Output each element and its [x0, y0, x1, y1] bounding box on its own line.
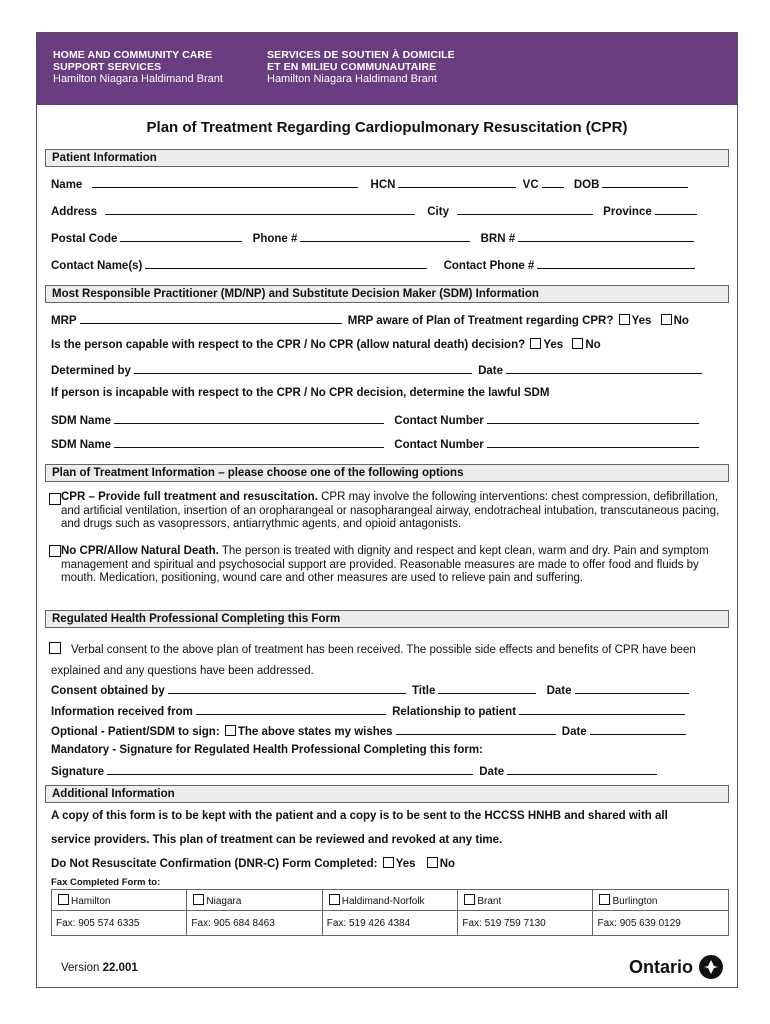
label-phone: Phone # [252, 233, 298, 245]
capable-no-checkbox[interactable] [572, 338, 583, 349]
no-cpr-option-checkbox[interactable] [49, 545, 61, 557]
mrp-aware-yes-checkbox[interactable] [619, 314, 630, 325]
label-above-states: The above states my wishes [237, 726, 393, 738]
header-french [267, 49, 455, 85]
label-address: Address [51, 206, 98, 218]
province-field[interactable] [655, 204, 697, 215]
additional-line1: A copy of this form is to be kept with the patient and a copy is to be sent to the HCCSS HNHB and shared with all [51, 810, 668, 822]
label-mrp-aware: MRP aware of Plan of Treatment regarding CPR? [347, 315, 614, 327]
fax-hamilton-name: Hamilton [71, 895, 111, 907]
no-cpr-option-title: No CPR/Allow Natural Death. [61, 545, 219, 557]
label-hcn: HCN [370, 179, 396, 191]
section-mrp-sdm: Most Responsible Practitioner (MD/NP) and Substitute Decision Maker (SDM) Information [45, 285, 729, 303]
label-signature: Signature [51, 766, 105, 778]
label-mrp: MRP [51, 315, 77, 327]
label-mandatory: Mandatory - Signature for Regulated Health Professional Completing this form: [51, 744, 483, 756]
verbal-consent-text: Verbal consent to the above plan of treatment has been received. The possible side effects and benefits of CPR have been explained and any questions have been addressed. [51, 644, 696, 677]
name-field[interactable] [92, 177, 358, 188]
fax-office-hamilton [52, 890, 187, 911]
hcn-field[interactable] [398, 177, 516, 188]
determined-date-field[interactable] [506, 363, 702, 374]
header-fr-line2: ET EN MILIEU COMMUNAUTAIRE [267, 61, 437, 73]
row-address [51, 204, 727, 218]
no-cpr-option-desc: The person is treated with dignity and respect and kept clean, warm and dry. Pain and symptom management and spiritual and psychosocial support are provided. Reasonable measures are made to offer food and fluids by mouth. Medication, positioning, wound care and other measures are used to relieve pain and suffering. [61, 545, 709, 584]
cpr-form-page [36, 32, 738, 988]
label-determined-by: Determined by [51, 365, 131, 377]
optional-date-field[interactable] [590, 724, 686, 735]
row-mrp [51, 313, 727, 327]
header-banner [37, 33, 737, 105]
fax-office-niagara [187, 890, 322, 911]
label-capable-yes: Yes [543, 339, 564, 351]
row-signature [51, 764, 727, 778]
label-incapable: If person is incapable with respect to the CPR / No CPR decision, determine the lawful SDM [51, 387, 550, 399]
version-number: 22.001 [102, 962, 138, 974]
row-dnr [51, 857, 727, 870]
row-consent-by [51, 683, 727, 697]
header-fr-line3: Hamilton Niagara Haldimand Brant [267, 73, 437, 85]
row-sdm1 [51, 413, 727, 427]
fax-number-burlington: Fax: 905 639 0129 [593, 911, 729, 936]
consent-by-field[interactable] [168, 683, 406, 694]
label-capable-no: No [585, 339, 601, 351]
wishes-field[interactable] [396, 724, 556, 735]
fax-label: Fax Completed Form to: [51, 877, 161, 888]
contact-phone-field[interactable] [537, 258, 695, 269]
no-cpr-option-text [61, 545, 727, 586]
fax-number-haldimand: Fax: 519 426 4384 [322, 911, 458, 936]
row-incapable [51, 387, 727, 399]
fax-office-row [52, 890, 729, 911]
fax-office-brant [458, 890, 593, 911]
cpr-option-text [61, 491, 727, 532]
label-mrp-aware-no: No [673, 315, 689, 327]
label-province: Province [603, 206, 652, 218]
ontario-logo [629, 955, 723, 979]
signature-date-field[interactable] [507, 764, 657, 775]
label-postal: Postal Code [51, 233, 118, 245]
label-consent-title: Title [411, 685, 436, 697]
row-contacts [51, 258, 727, 272]
consent-title-field[interactable] [438, 683, 536, 694]
label-consent-date: Date [546, 685, 572, 697]
city-field[interactable] [457, 204, 593, 215]
label-info-from: Information received from [51, 706, 193, 718]
label-mrp-aware-yes: Yes [631, 315, 652, 327]
form-title: Plan of Treatment Regarding Cardiopulmonary Resuscitation (CPR) [146, 119, 628, 136]
fax-brant-checkbox[interactable] [464, 894, 475, 905]
section-patient-info: Patient Information [45, 149, 729, 167]
row-info-from [51, 704, 727, 718]
row-postal [51, 231, 727, 245]
mrp-field[interactable] [80, 313, 342, 324]
vc-field[interactable] [542, 177, 564, 188]
phone-field[interactable] [300, 231, 470, 242]
label-dob: DOB [573, 179, 600, 191]
fax-hamilton-checkbox[interactable] [58, 894, 69, 905]
header-english [53, 49, 223, 85]
row-capable [51, 338, 727, 351]
sdm-name-1-field[interactable] [114, 413, 384, 424]
section-additional: Additional Information [45, 785, 729, 803]
label-name: Name [51, 179, 83, 191]
fax-brant-name: Brant [477, 895, 502, 907]
label-signature-date: Date [479, 766, 505, 778]
contact-number-1-field[interactable] [487, 413, 699, 424]
relationship-field[interactable] [519, 704, 685, 715]
wishes-checkbox[interactable] [225, 725, 236, 736]
label-contact-number-1: Contact Number [394, 415, 484, 427]
label-dnr-yes: Yes [395, 858, 416, 870]
dnr-no-checkbox[interactable] [427, 857, 438, 868]
cpr-option-title: CPR – Provide full treatment and resuscitation. [61, 491, 318, 503]
fax-number-row [52, 911, 729, 936]
determined-by-field[interactable] [134, 363, 472, 374]
label-contact-number-2: Contact Number [394, 439, 484, 451]
section-plan: Plan of Treatment Information – please choose one of the following options [45, 464, 729, 482]
row-sdm2 [51, 437, 727, 451]
label-optional: Optional - Patient/SDM to sign: [51, 726, 220, 738]
dob-field[interactable] [602, 177, 688, 188]
header-en-line3: Hamilton Niagara Haldimand Brant [53, 73, 223, 85]
sdm-name-2-field[interactable] [114, 437, 384, 448]
label-contact-phone: Contact Phone # [443, 260, 535, 272]
fax-haldimand-name: Haldimand-Norfolk [341, 895, 425, 907]
fax-niagara-name: Niagara [206, 895, 242, 907]
info-from-field[interactable] [196, 704, 386, 715]
fax-office-haldimand [322, 890, 458, 911]
label-city: City [427, 206, 449, 218]
label-optional-date: Date [561, 726, 587, 738]
capable-yes-checkbox[interactable] [530, 338, 541, 349]
fax-number-niagara: Fax: 905 684 8463 [187, 911, 322, 936]
contact-names-field[interactable] [145, 258, 427, 269]
label-determined-date: Date [478, 365, 504, 377]
brn-field[interactable] [518, 231, 694, 242]
label-consent-by: Consent obtained by [51, 685, 165, 697]
cpr-option-desc: CPR may involve the following interventions: chest compression, defibrillation, and artificial ventilation, insertion of an oropharangeal or nasopharangeal airway, endotracheal intubation, transcutaneous pacing, and drugs such as vasopressors, antiarrythmic agents, and opioid antagonists. [61, 491, 720, 530]
fax-number-hamilton: Fax: 905 574 6335 [52, 911, 187, 936]
fax-burlington-checkbox[interactable] [599, 894, 610, 905]
trillium-icon [699, 955, 723, 979]
header-fr-line1: SERVICES DE SOUTIEN À DOMICILE [267, 49, 455, 61]
label-sdm-name-2: SDM Name [51, 439, 112, 451]
fax-table [51, 889, 729, 936]
fax-niagara-checkbox[interactable] [193, 894, 204, 905]
ontario-logo-text: Ontario [628, 956, 693, 977]
postal-field[interactable] [120, 231, 242, 242]
label-contact-names: Contact Name(s) [51, 260, 143, 272]
consent-date-field[interactable] [575, 683, 689, 694]
version [61, 962, 138, 974]
cpr-option-checkbox[interactable] [49, 493, 61, 505]
dnr-yes-checkbox[interactable] [383, 857, 394, 868]
fax-burlington-name: Burlington [612, 895, 658, 907]
row-optional [51, 724, 727, 738]
signature-field[interactable] [107, 764, 473, 775]
mrp-aware-no-checkbox[interactable] [661, 314, 672, 325]
label-dnr-no: No [439, 858, 456, 870]
fax-office-burlington [593, 890, 729, 911]
row-name-hcn [51, 177, 727, 191]
section-regulated: Regulated Health Professional Completing this Form [45, 610, 729, 628]
row-mandatory [51, 744, 727, 756]
label-sdm-name-1: SDM Name [51, 415, 112, 427]
address-field[interactable] [105, 204, 415, 215]
label-brn: BRN # [480, 233, 516, 245]
fax-number-brant: Fax: 519 759 7130 [458, 911, 593, 936]
version-label: Version [61, 962, 100, 974]
label-dnr: Do Not Resuscitate Confirmation (DNR-C) Form Completed: [51, 858, 378, 870]
additional-line2: service providers. This plan of treatment can be reviewed and revoked at any time. [51, 834, 503, 846]
header-en-line1: HOME AND COMMUNITY CARE [53, 49, 213, 61]
row-determined [51, 363, 727, 377]
contact-number-2-field[interactable] [487, 437, 699, 448]
label-vc: VC [522, 179, 539, 191]
fax-haldimand-checkbox[interactable] [329, 894, 340, 905]
label-capable: Is the person capable with respect to the CPR / No CPR (allow natural death) decision? [51, 339, 526, 351]
header-en-line2: SUPPORT SERVICES [53, 61, 162, 73]
label-relationship: Relationship to patient [392, 706, 517, 718]
